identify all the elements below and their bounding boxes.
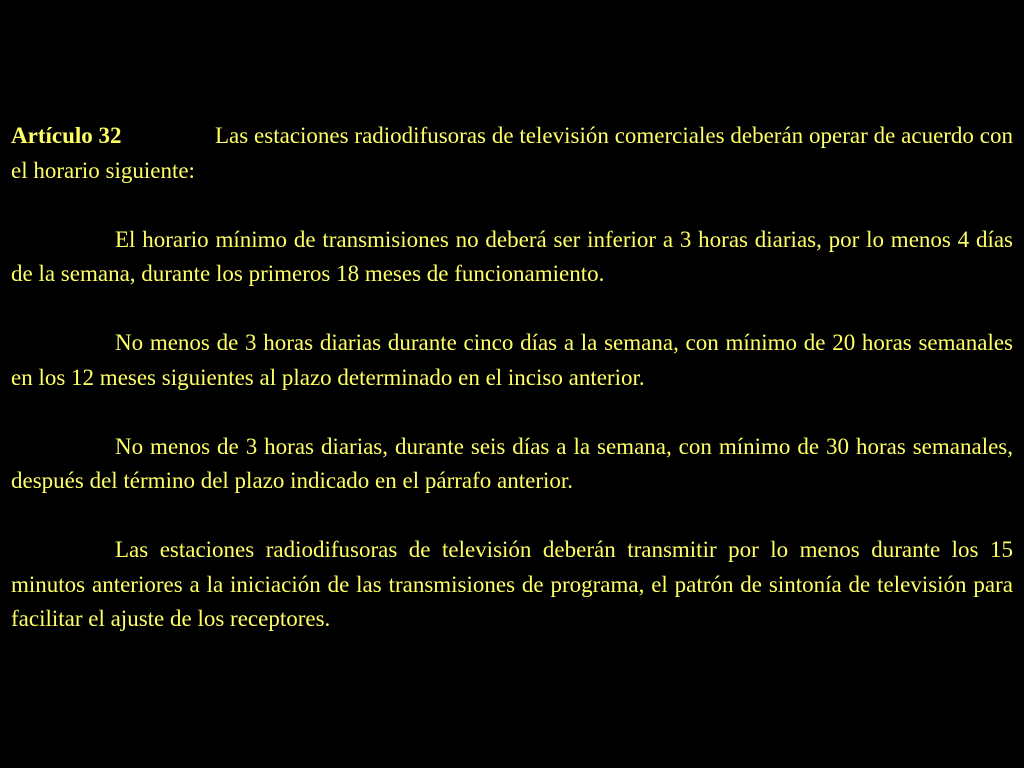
paragraph-4: Las estaciones radiodifusoras de televisión deberán transmitir por lo menos durante los 15 minutos anteriores a la iniciación de las transmisiones de programa, el patrón de sintonía de televisión para facilitar el ajuste de los receptores. xyxy=(11,537,1013,631)
article-label: Artículo 32 xyxy=(11,123,122,148)
paragraph-2: No menos de 3 horas diarias durante cinco días a la semana, con mínimo de 20 horas semanales en los 12 meses siguientes al plazo determinado en el inciso anterior. xyxy=(11,330,1013,390)
paragraph-1: El horario mínimo de transmisiones no deberá ser inferior a 3 horas diarias, por lo menos 4 días de la semana, durante los primeros 18 meses de funcionamiento. xyxy=(11,226,1013,286)
article-intro: Las estaciones radiodifusoras de televisión comerciales deberán operar de acuerdo con el horario siguiente: xyxy=(11,123,1013,183)
slide-body xyxy=(11,119,1013,671)
article-heading-paragraph xyxy=(11,119,1013,188)
paragraph-3: No menos de 3 horas diarias, durante seis días a la semana, con mínimo de 30 horas semanales, después del término del plazo indicado en el párrafo anterior. xyxy=(11,433,1013,493)
